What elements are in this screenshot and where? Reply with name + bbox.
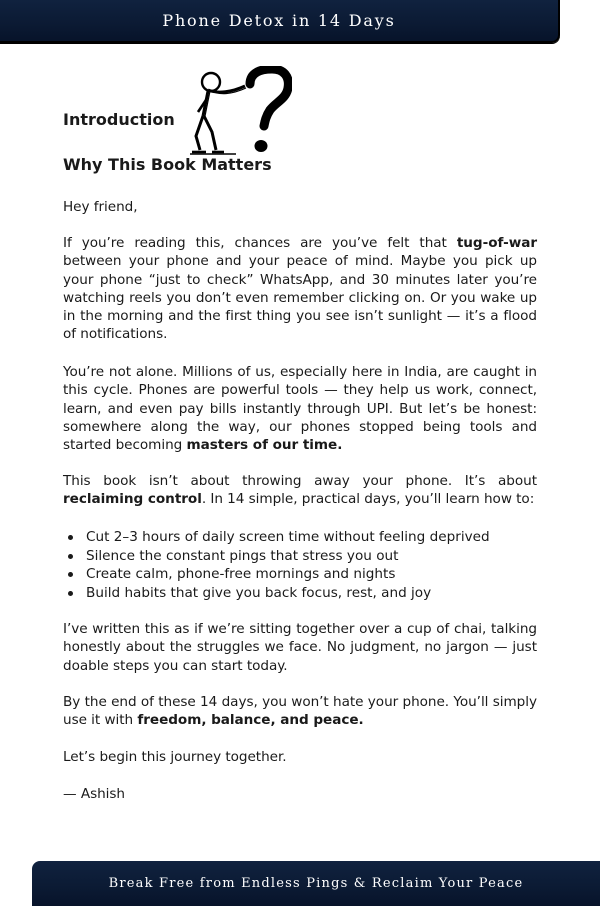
list-item: Create calm, phone-free mornings and nights <box>63 565 537 584</box>
emphasis-freedom: freedom, balance, and peace. <box>137 712 364 729</box>
why-heading: Why This Book Matters <box>63 155 272 174</box>
stick-figure-question-mark-icon <box>188 66 292 158</box>
paragraph-2: You’re not alone. Millions of us, especially here in India, are caught in this cycle. Phones are powerful tools — they help us work, connect, learn, and even pay bills instantly through UPI. But let’s be honest: somewhere along the way, our phones stopped being tools and started becoming masters of our time. <box>63 364 537 454</box>
paragraph-4: I’ve written this as if we’re sitting together over a cup of chai, talking honestly about the struggles we face. No judgment, no jargon — just doable steps you can start today. <box>63 621 537 674</box>
paragraph-1: If you’re reading this, chances are you’ve felt that tug-of-war between your phone and your peace of mind. Maybe you pick up your phone “just to check” WhatsApp, and 30 minutes later you’re watching reels you don’t even remember clicking on. Or you wake up in the morning and the first thing you see isn’t sunlight — it’s a flood of notifications. <box>63 235 537 343</box>
steps-list <box>63 528 537 602</box>
list-item: Silence the constant pings that stress you out <box>63 547 537 566</box>
list-item: Cut 2–3 hours of daily screen time without feeling deprived <box>63 528 537 547</box>
paragraph-3: This book isn’t about throwing away your phone. It’s about reclaiming control. In 14 simple, practical days, you’ll learn how to: <box>63 473 537 508</box>
emphasis-tug-of-war: tug-of-war <box>456 235 537 251</box>
emphasis-masters: masters of our time. <box>186 437 343 454</box>
paragraph-6: Let’s begin this journey together. <box>63 749 287 765</box>
book-title: Phone Detox in 14 Days <box>162 11 396 30</box>
greeting: Hey friend, <box>63 199 138 215</box>
list-item: Build habits that give you back focus, rest, and joy <box>63 584 537 603</box>
header-banner <box>0 0 560 43</box>
emphasis-reclaiming-control: reclaiming control <box>63 491 202 508</box>
footer-tagline: Break Free from Endless Pings & Reclaim Your Peace <box>108 876 524 891</box>
footer-banner <box>32 861 600 906</box>
signature: — Ashish <box>63 786 125 802</box>
introduction-heading: Introduction <box>63 110 175 129</box>
paragraph-5: By the end of these 14 days, you won’t hate your phone. You’ll simply use it with freedom, balance, and peace. <box>63 694 537 729</box>
